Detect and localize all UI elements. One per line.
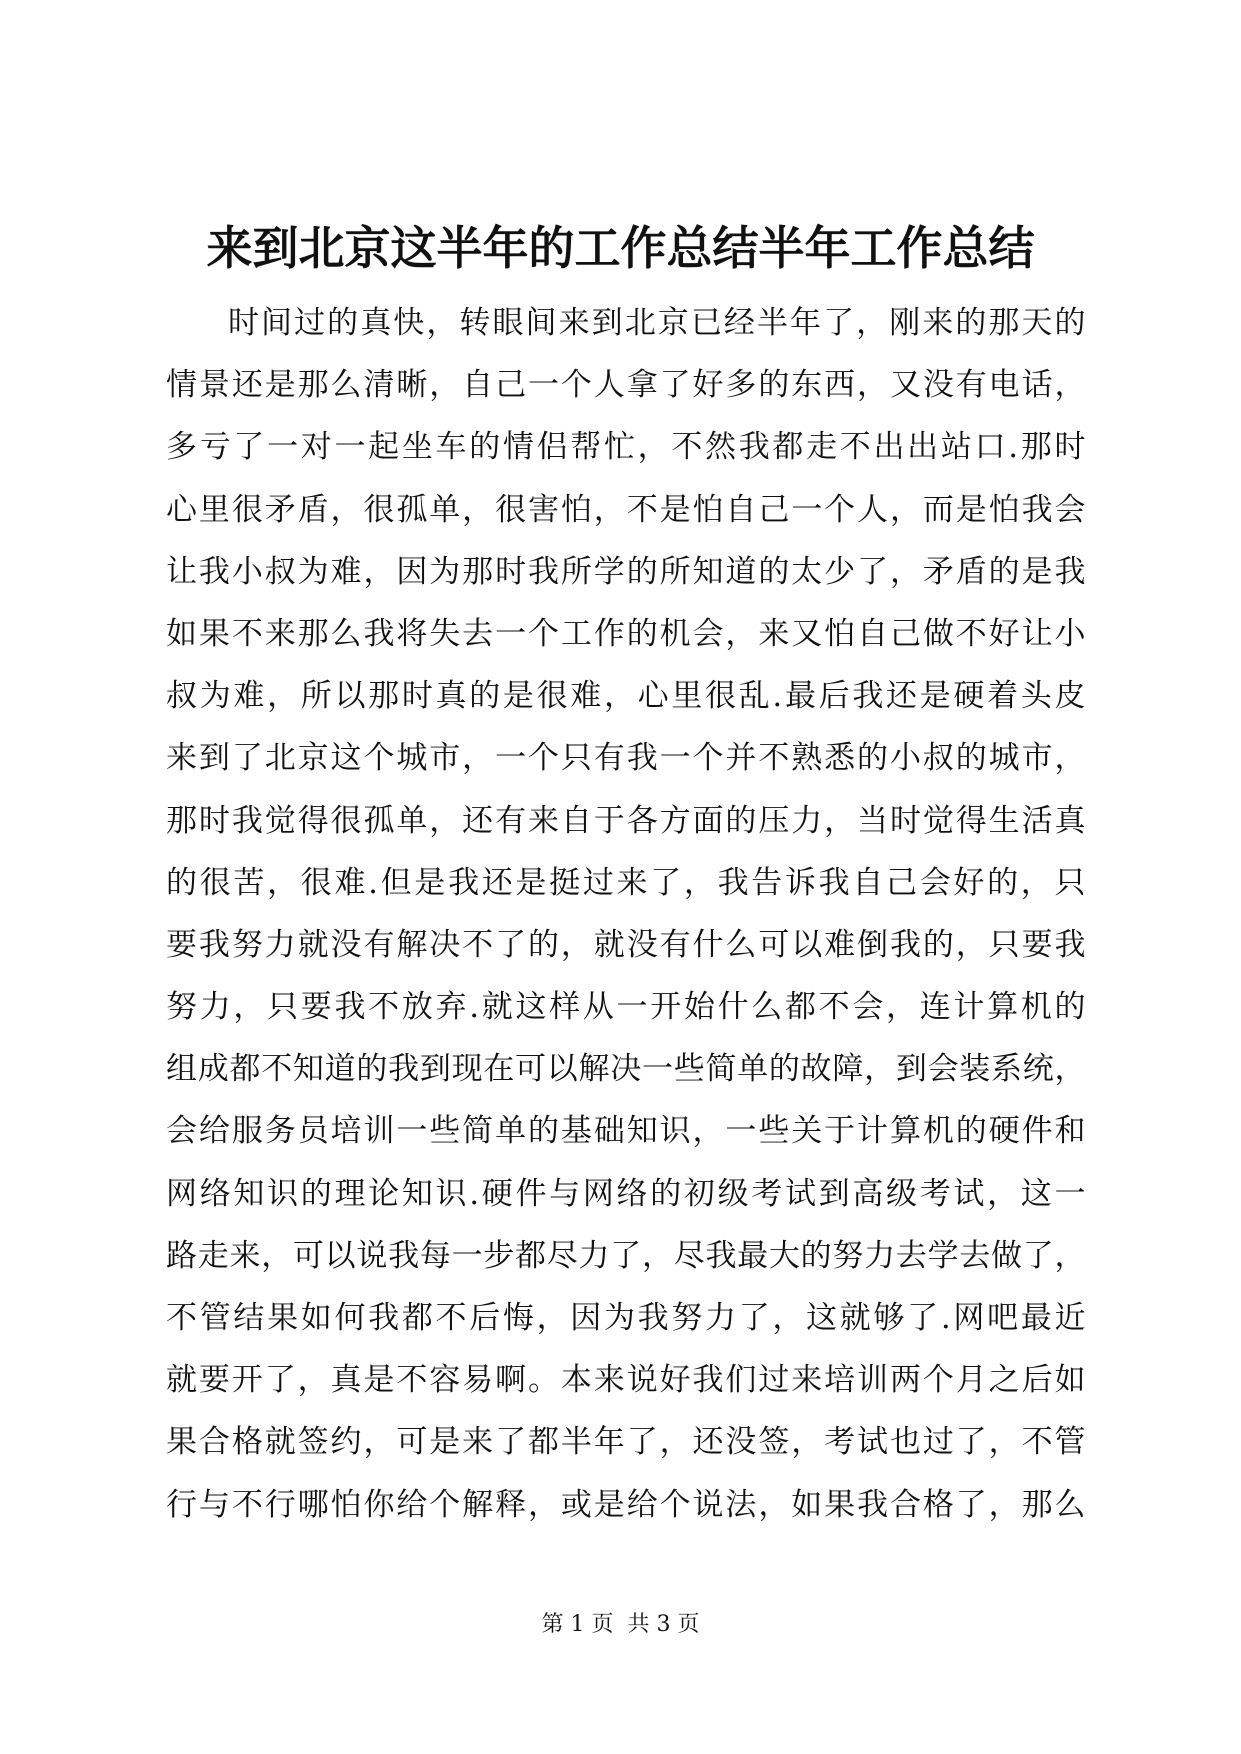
page-total: 共 3 页	[627, 1612, 700, 1637]
page-footer	[0, 1610, 1241, 1640]
body-line: 时间过的真快，转眼间来到北京已经半年了，刚来的那天的	[228, 305, 1086, 341]
body-line: 就要开了，真是不容易啊。本来说好我们过来培训两个月之后如	[166, 1362, 1086, 1399]
document-title: 来到北京这半年的工作总结半年工作总结	[206, 221, 1035, 275]
body-line: 不管结果如何我都不后悔，因为我努力了，这就够了.网吧最近	[166, 1300, 1086, 1336]
body-line: 叔为难，所以那时真的是很难，心里很乱.最后我还是硬着头皮	[166, 678, 1086, 715]
body-line: 果合格就签约，可是来了都半年了，还没签，考试也过了，不管	[166, 1424, 1086, 1461]
body-line: 要我努力就没有解决不了的，就没有什么可以难倒我的，只要我	[166, 926, 1086, 963]
body-line: 来到了北京这个城市，一个只有我一个并不熟悉的小叔的城市，	[166, 740, 1086, 777]
body-line: 组成都不知道的我到现在可以解决一些简单的故障，到会装系统，	[166, 1051, 1086, 1088]
body-line: 会给服务员培训一些简单的基础知识，一些关于计算机的硬件和	[166, 1113, 1086, 1150]
body-line: 的很苦，很难.但是我还是挺过来了，我告诉我自己会好的，只	[166, 864, 1086, 901]
page-number: 第 1 页	[541, 1612, 614, 1637]
body-line: 情景还是那么清晰，自己一个人拿了好多的东西，又没有电话，	[166, 367, 1086, 404]
body-line: 如果不来那么我将失去一个工作的机会，来又怕自己做不好让小	[166, 615, 1086, 652]
body-line: 那时我觉得很孤单，还有来自于各方面的压力，当时觉得生活真	[166, 802, 1086, 839]
body-line: 心里很矛盾，很孤单，很害怕，不是怕自己一个人，而是怕我会	[166, 491, 1086, 528]
body-line: 努力，只要我不放弃.就这样从一开始什么都不会，连计算机的	[166, 989, 1086, 1026]
body-line: 路走来，可以说我每一步都尽力了，尽我最大的努力去学去做了，	[166, 1237, 1086, 1274]
document-body	[166, 292, 1086, 1536]
body-line: 让我小叔为难，因为那时我所学的所知道的太少了，矛盾的是我	[166, 553, 1086, 590]
body-line: 多亏了一对一起坐车的情侣帮忙，不然我都走不出出站口.那时	[166, 429, 1086, 466]
body-line: 行与不行哪怕你给个解释，或是给个说法，如果我合格了，那么	[166, 1486, 1086, 1523]
body-line: 网络知识的理论知识.硬件与网络的初级考试到高级考试，这一	[166, 1175, 1086, 1212]
